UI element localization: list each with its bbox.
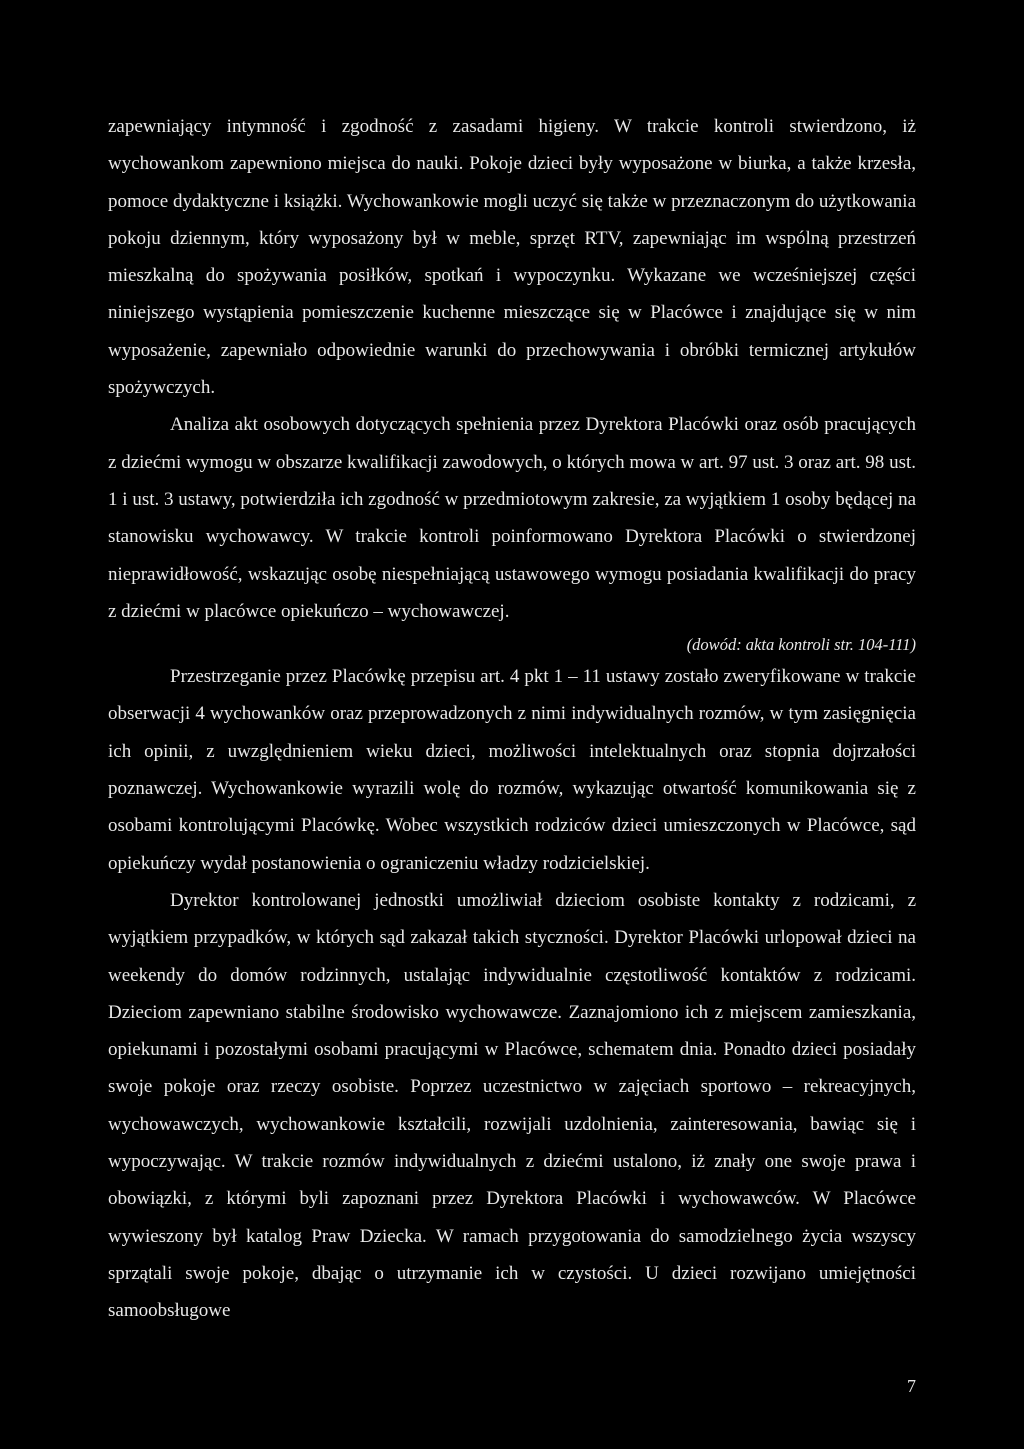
paragraph-children-rights-verification: Przestrzeganie przez Placówkę przepisu art. 4 pkt 1 – 11 ustawy zostało zweryfikowane w trakcie obserwacji 4 wychowanków oraz przeprowadzonych z nimi indywidualnych rozmów, w tym zasięgnięcia ich opinii, z uwzględnieniem wieku dzieci, możliwości intelektualnych oraz stopnia dojrzałości poznawczej. Wychowankowie wyrazili wolę do rozmów, wykazując otwartość komunikowania się z osobami kontrolującymi Placówkę. Wobec wszystkich rodziców dzieci umieszczonych w Placówce, sąd opiekuńczy wydał postanowienia o ograniczeniu władzy rodzicielskiej.: [108, 666, 916, 874]
paragraph-staff-qualifications: Analiza akt osobowych dotyczących spełnienia przez Dyrektora Placówki oraz osób pracujących z dziećmi wymogu w obszarze kwalifikacji zawodowych, o których mowa w art. 97 ust. 3 oraz art. 98 ust. 1 i ust. 3 ustawy, potwierdziła ich zgodność w przedmiotowym zakresie, za wyjątkiem 1 osoby będącej na stanowisku wychowawcy. W trakcie kontroli poinformowano Dyrektora Placówki o stwierdzonej nieprawidłowość, wskazując osobę niespełniającą ustawowego wymogu posiadania kwalifikacji do pracy z dziećmi w placówce opiekuńczo – wychowawczej.: [108, 414, 916, 622]
page-number: 7: [907, 1376, 916, 1396]
paragraph-parental-contacts: Dyrektor kontrolowanej jednostki umożliwiał dzieciom osobiste kontakty z rodzicami, z wyjątkiem przypadków, w których sąd zakazał takich styczności. Dyrektor Placówki urlopował dzieci na weekendy do domów rodzinnych, ustalając indywidualnie częstotliwość kontaktów z rodzicami. Dzieciom zapewniano stabilne środowisko wychowawcze. Zaznajomiono ich z miejscem zamieszkania, opiekunami i pozostałymi osobami pracującymi w Placówce, schematem dnia. Ponadto dzieci posiadały swoje pokoje oraz rzeczy osobiste. Poprzez uczestnictwo w zajęciach sportowo – rekreacyjnych, wychowawczych, wychowankowie kształcili, rozwijali uzdolnienia, zainteresowania, bawiąc się i wypoczywając. W trakcie rozmów indywidualnych z dziećmi ustalono, iż znały one swoje prawa i obowiązki, z którymi byli zapoznani przez Dyrektora Placówki i wychowawców. W Placówce wywieszony był katalog Praw Dziecka. W ramach przygotowania do samodzielnego życia wszyscy sprzątali swoje pokoje, dbając o utrzymanie ich w czystości. U dzieci rozwijano umiejętności samoobsługowe: [108, 889, 916, 1322]
paragraph-living-conditions: zapewniający intymność i zgodność z zasadami higieny. W trakcie kontroli stwierdzono, iż wychowankom zapewniono miejsca do nauki. Pokoje dzieci były wyposażone w biurka, a także krzesła, pomoce dydaktyczne i książki. Wychowankowie mogli uczyć się także w przeznaczonym do użytkowania pokoju dziennym, który wyposażony był w meble, sprzęt RTV, zapewniając im wspólną przestrzeń mieszkalną do spożywania posiłków, spotkań i wypoczynku. Wykazane we wcześniejszej części niniejszego wystąpienia pomieszczenie kuchenne mieszczące się w Placówce i znajdujące się w nim wyposażenie, zapewniało odpowiednie warunki do przechowywania i obróbki termicznej artykułów spożywczych.: [108, 116, 916, 399]
evidence-reference: (dowód: akta kontroli str. 104-111): [686, 635, 916, 655]
document-page: [108, 108, 916, 1330]
